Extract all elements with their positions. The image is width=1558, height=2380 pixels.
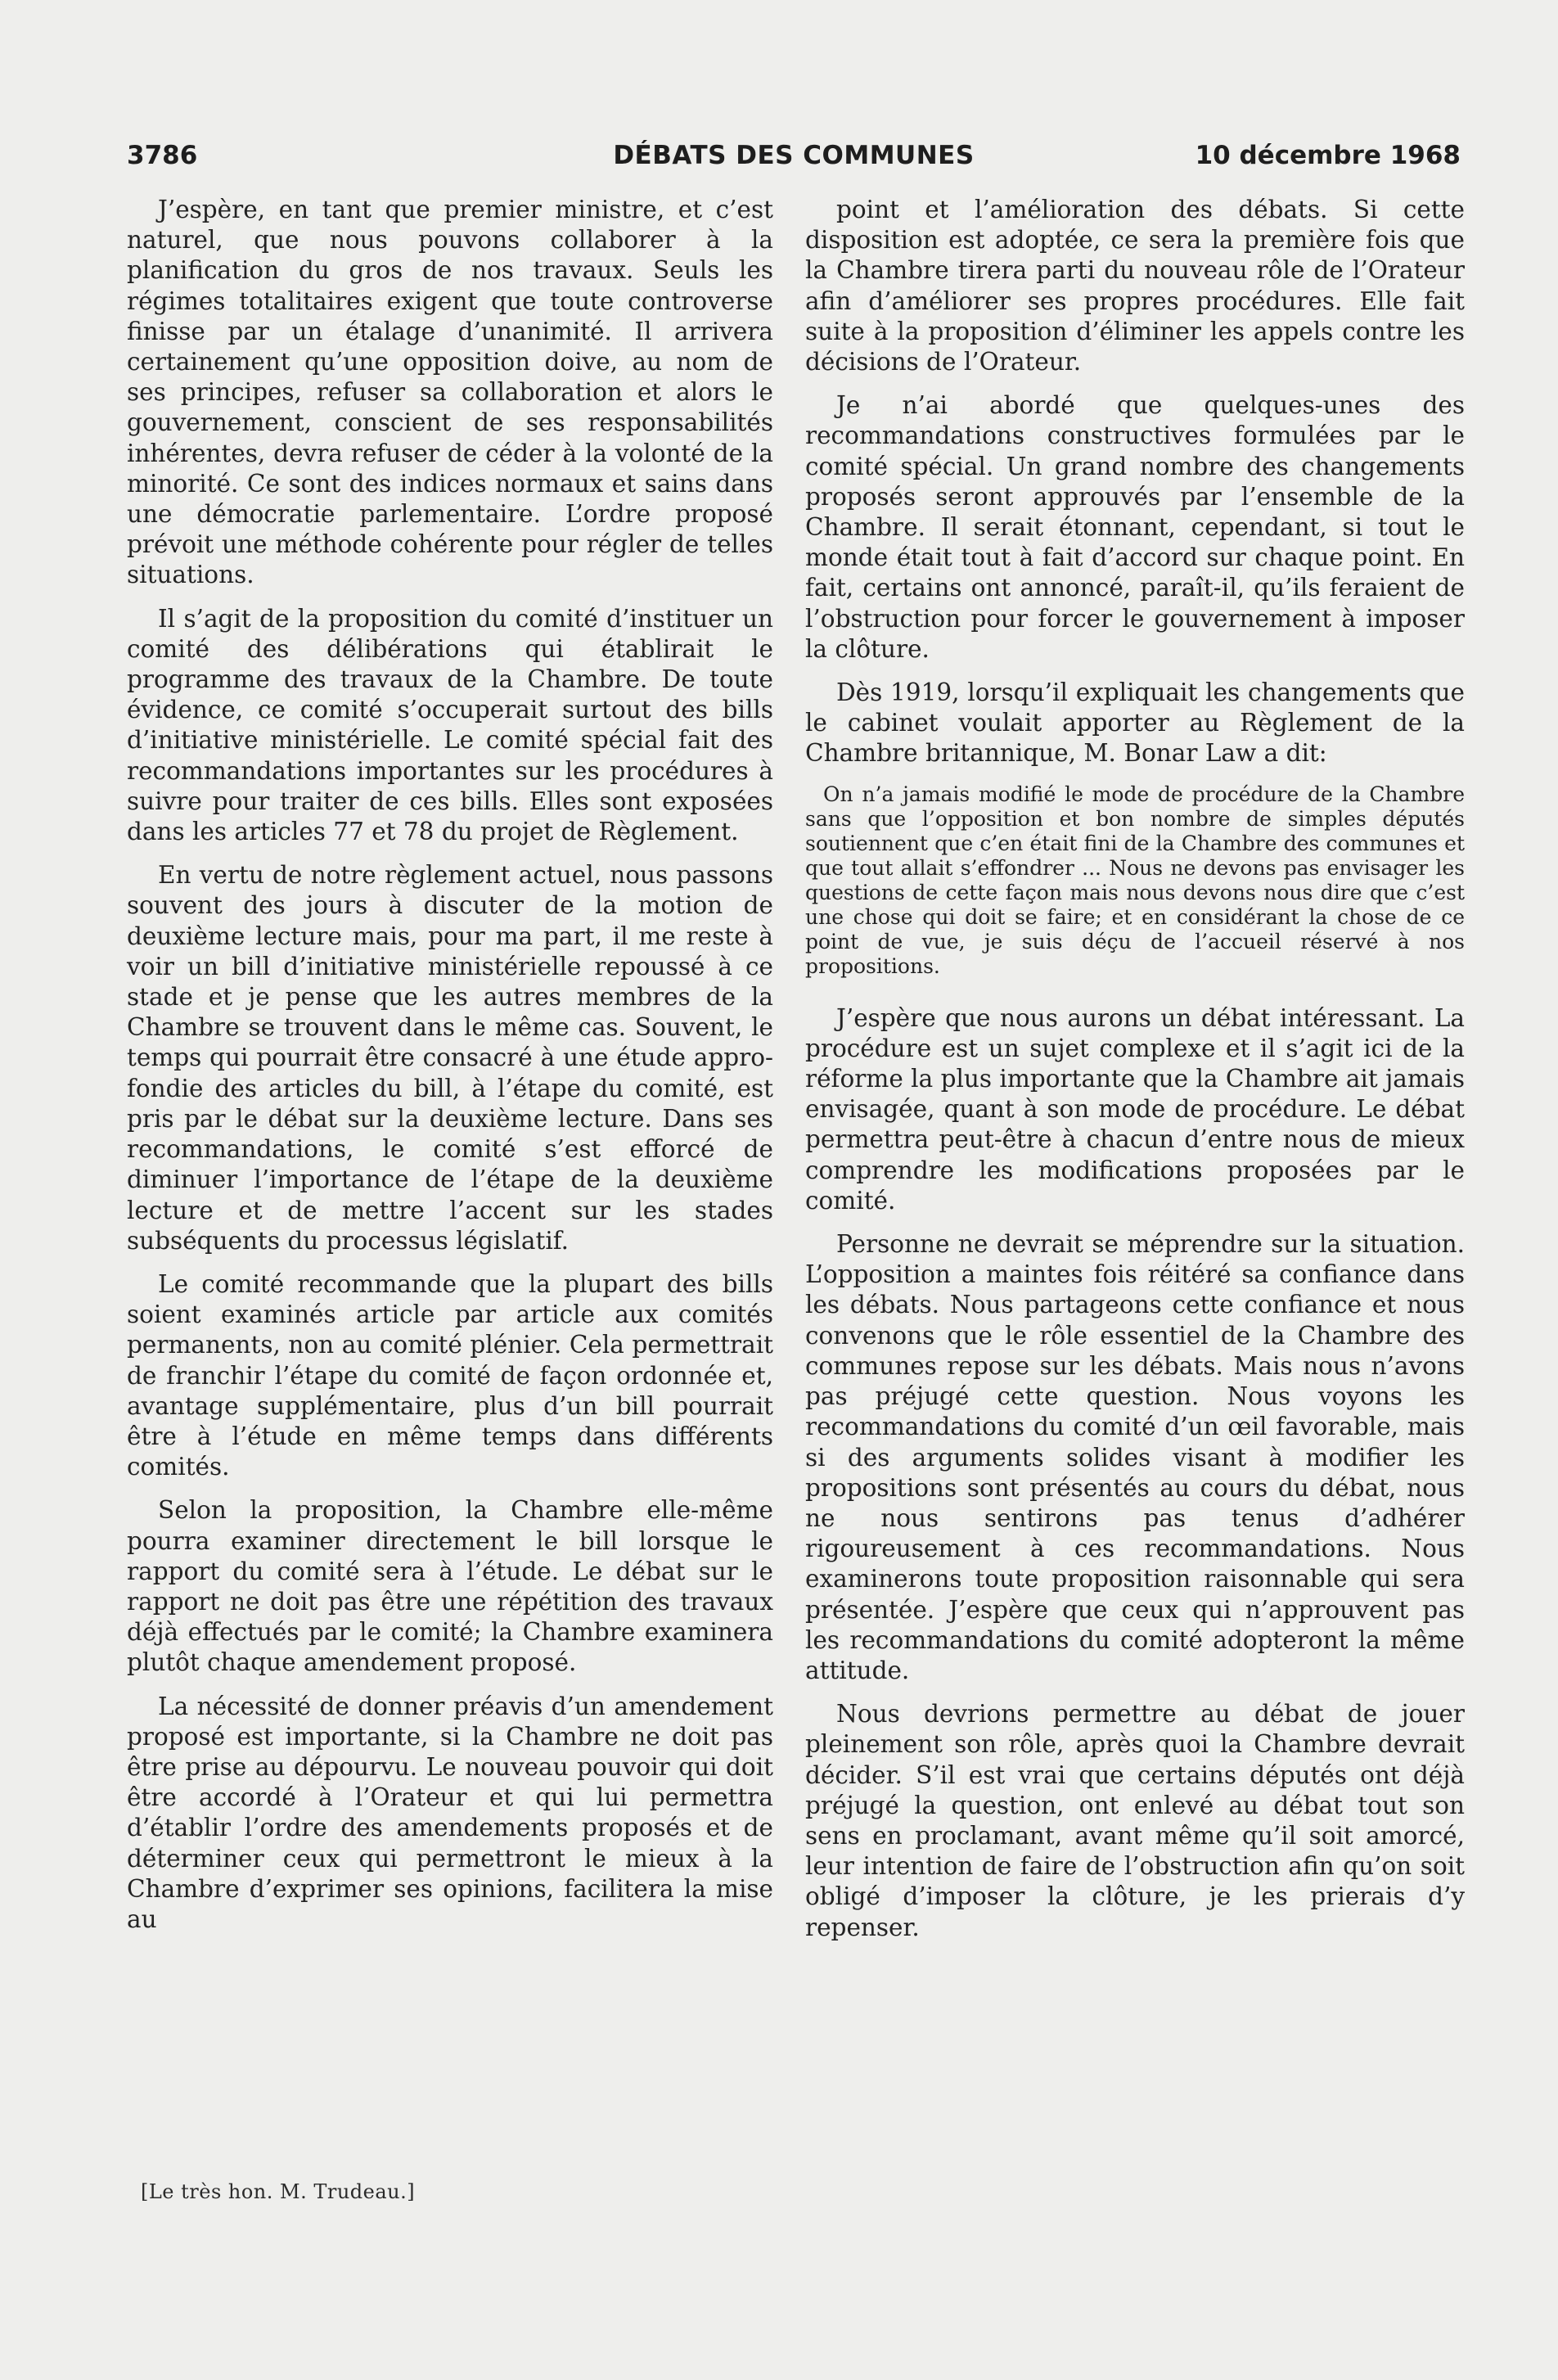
paragraph: Personne ne devrait se méprendre sur la situation. L’opposition a maintes fois réitéré sa confiance dans les débats. Nous partageons cette confiance et nous convenons que le rôle essentiel de la Chambre des communes repose sur les débats. Mais nous n’avons pas préjugé cette question. Nous voyons les recommandations du comité d’un œil favorable, mais si des arguments solides visant à modifier les propositions sont présentés au cours du débat, nous ne nous sentirons pas tenus d’adhérer rigoureusement à ces recommandations. Nous examinerons toute proposition raisonnable qui sera présentée. J’espère que ceux qui n’approuvent pas les recommandations du comité adopteront la même attitude. xyxy=(805,1230,1465,1684)
speaker-attribution: [Le très hon. M. Trudeau.] xyxy=(141,2180,416,2203)
page-number: 3786 xyxy=(127,141,198,170)
paragraph: Dès 1919, lorsqu’il expliquait les changements que le cabinet voulait apporter au Règlement de la Chambre britannique, M. Bonar Law a dit: xyxy=(805,678,1465,768)
paragraph: Nous devrions permettre au débat de jouer pleinement son rôle, après quoi la Chambre devrait décider. S’il est vrai que certains députés ont déjà préjugé la question, ont enlevé au débat tout son sens en proclamant, avant même qu’il soit amorcé, leur intention de faire de l’obstruction afin qu’on soit obligé d’imposer la clôture, je les prierais d’y repenser. xyxy=(805,1700,1465,1941)
page-header xyxy=(127,141,1461,182)
paragraph: Je n’ai abordé que quelques-unes des recommandations constructives formulées par le comité spécial. Un grand nombre des changements proposés seront approuvés par l’ensemble de la Chambre. Il serait étonnant, cependant, si tout le monde était tout à fait d’accord sur chaque point. En fait, certains ont annoncé, paraît-il, qu’ils feraient de l’obstruction pour forcer le gouvernement à imposer la clôture. xyxy=(805,391,1465,663)
paragraph: La nécessité de donner préavis d’un amendement proposé est importante, si la Chambre ne doit pas être prise au dépourvu. Le nouveau pouvoir qui doit être accordé à l’Orateur et qui lui permettra d’établir l’ordre des amendements proposés et de déterminer ceux qui permettront le mieux à la Chambre d’exprimer ses opinions, facilitera la mise au xyxy=(127,1692,773,1933)
page-date: 10 décembre 1968 xyxy=(1195,141,1461,170)
paragraph: Selon la proposition, la Chambre elle-même pourra examiner directement le bill lorsque le rapport du comité sera à l’étude. Le débat sur le rapport ne doit pas être une répétition des travaux déjà effectués par le comité; la Chambre examinera plutôt chaque amendement proposé. xyxy=(127,1496,773,1677)
block-quote: On n’a jamais modifié le mode de procédure de la Chambre sans que l’opposition et bon nombre de simples députés soutiennent que c’en était fini de la Chambre des communes et que tout allait s’effondrer ... Nous ne devons pas envisager les questions de cette façon mais nous devons nous dire que c’est une chose qui doit se faire; et en considérant la chose de ce point de vue, je suis déçu de l’accueil réservé à nos propositions. xyxy=(805,782,1465,978)
left-column xyxy=(127,195,773,1948)
page-title: DÉBATS DES COMMUNES xyxy=(613,141,975,170)
right-column xyxy=(805,195,1465,1956)
paragraph: J’espère que nous aurons un débat intéressant. La procédure est un sujet complexe et il s’agit ici de la réforme la plus importante que la Chambre ait jamais envisagée, quant à son mode de procédure. Le débat permettra peut-être à chacun d’entre nous de mieux comprendre les modifications proposées par le comité. xyxy=(805,1003,1465,1215)
paragraph: Le comité recommande que la plupart des bills soient examinés article par article aux comités permanents, non au comité plénier. Cela permettrait de franchir l’étape du comité de façon ordonnée et, avantage supplémentaire, plus d’un bill pourrait être à l’étude en même temps dans différents comités. xyxy=(127,1269,773,1481)
paragraph: J’espère, en tant que premier ministre, et c’est naturel, que nous pouvons collaborer à la planification du gros de nos travaux. Seuls les régimes totalitaires exigent que toute controverse finisse par un étalage d’unanimité. Il arrivera certainement qu’une opposition doive, au nom de ses principes, refuser sa collaboration et alors le gouvernement, conscient de ses responsabilités inhérentes, devra refuser de céder à la volonté de la minorité. Ce sont des indices normaux et sains dans une démocratie parlementaire. L’ordre proposé prévoit une méthode cohérente pour régler de telles situations. xyxy=(127,196,773,589)
paragraph: En vertu de notre règlement actuel, nous passons souvent des jours à discuter de la motion de deuxième lecture mais, pour ma part, il me reste à voir un bill d’initiative ministérielle repoussé à ce stade et je pense que les autres membres de la Chambre se trouvent dans le même cas. Souvent, le temps qui pourrait être consacré à une étude approfondie des articles du bill, à l’étape du comité, est pris par le débat sur la deuxième lecture. Dans ses recommandations, le comité s’est efforcé de diminuer l’importance de l’étape de la deuxième lecture et de mettre l’accent sur les stades subséquents du processus législatif. xyxy=(127,861,773,1255)
paragraph: Il s’agit de la proposition du comité d’instituer un comité des délibérations qui établirait le programme des travaux de la Chambre. De toute évidence, ce comité s’occuperait surtout des bills d’initiative ministérielle. Le comité spécial fait des recommandations importantes sur les procédures à suivre pour traiter de ces bills. Elles sont exposées dans les articles 77 et 78 du projet de Règlement. xyxy=(127,604,773,846)
paragraph: point et l’amélioration des débats. Si cette disposition est adoptée, ce sera la première fois que la Chambre tirera parti du nouveau rôle de l’Orateur afin d’améliorer ses propres procédures. Elle fait suite à la proposition d’éliminer les appels contre les décisions de l’Orateur. xyxy=(805,196,1465,376)
